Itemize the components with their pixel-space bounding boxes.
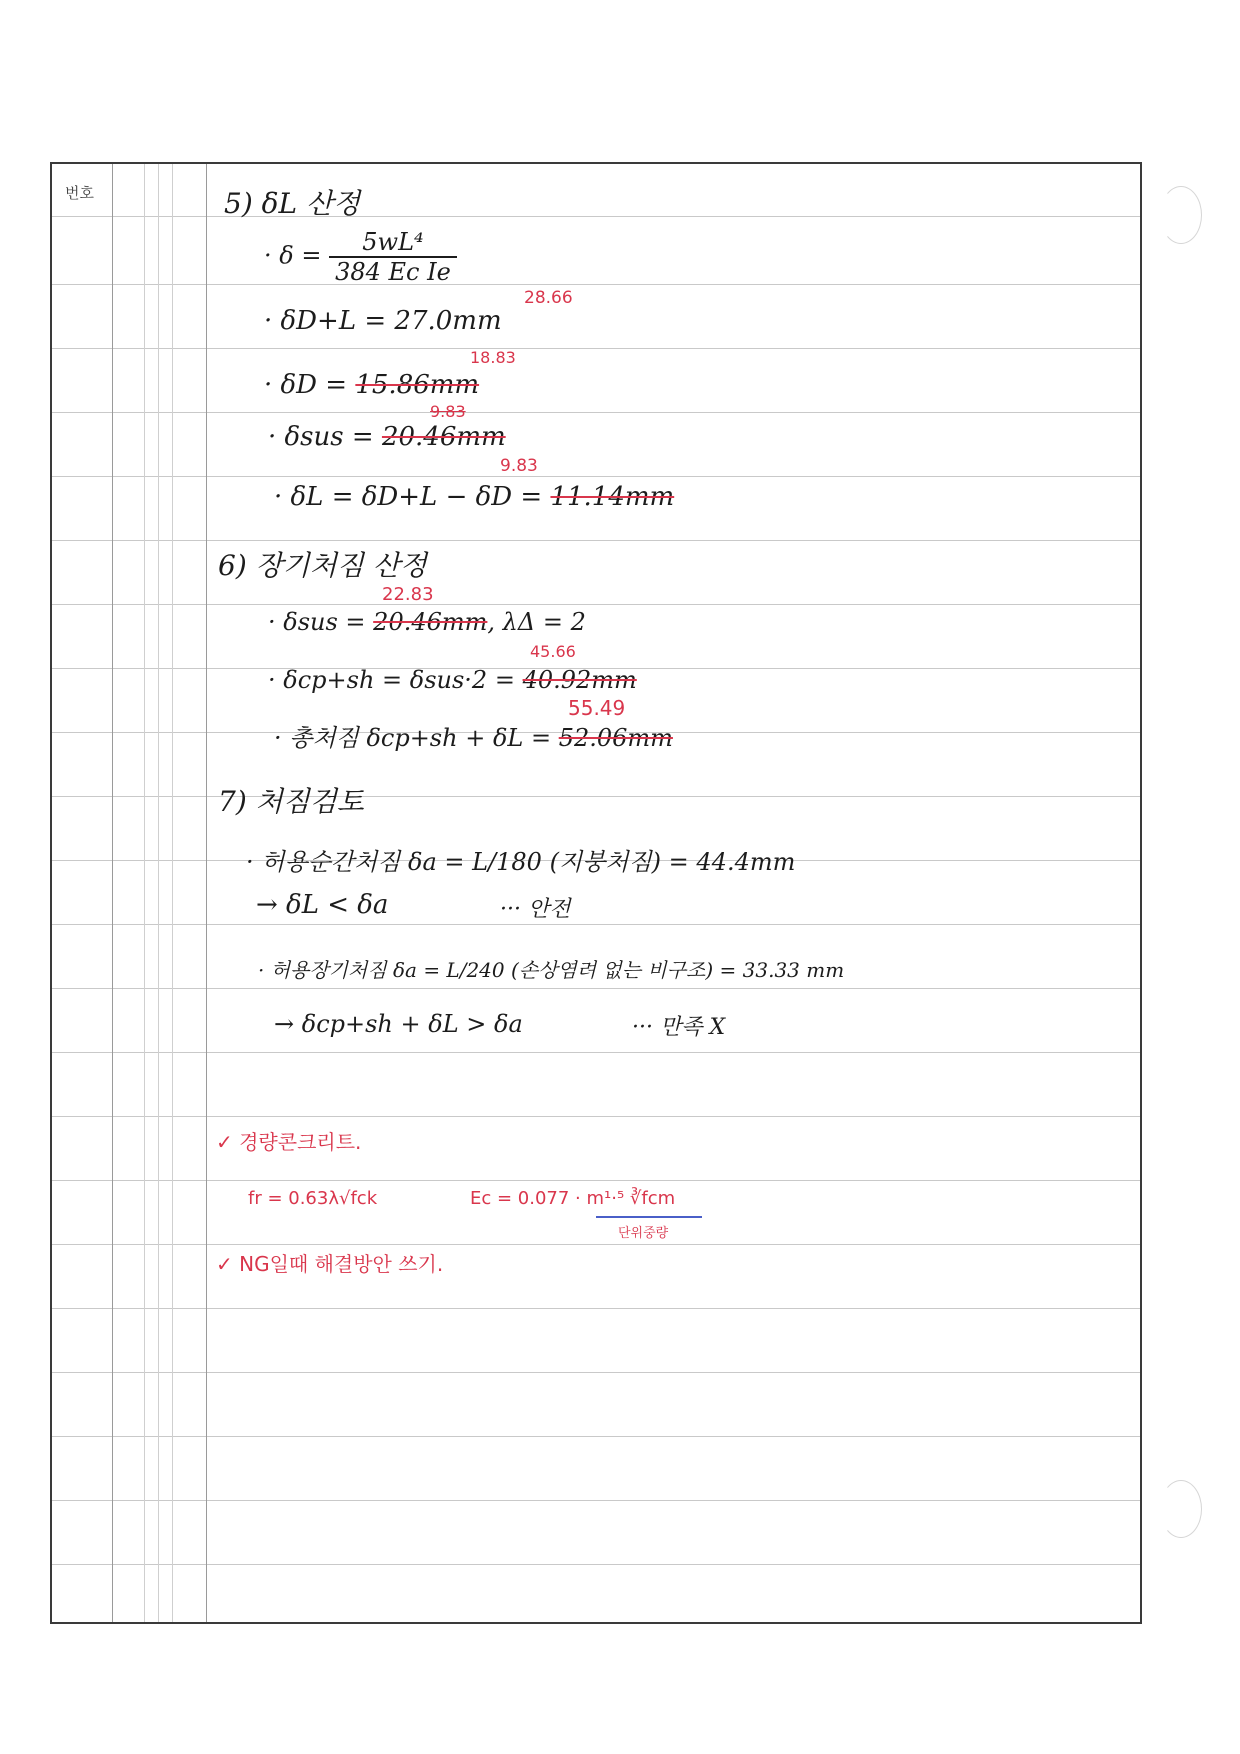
formula-lhs: · δ = (264, 241, 322, 270)
margin-line (158, 164, 159, 1622)
formula-numerator: 5wL⁴ (329, 228, 457, 258)
correction-delta-dl: 28.66 (524, 288, 573, 308)
margin-line (112, 164, 113, 1622)
margin-line (144, 164, 145, 1622)
result-instant: ··· 안전 (500, 897, 571, 922)
allowable-long: · 허용장기처짐 δa = L/240 (손상염려 없는 비구조) = 33.33 mm (258, 958, 845, 982)
margin-line (172, 164, 173, 1622)
ruled-sheet (50, 162, 1142, 1624)
ruled-line (52, 1308, 1140, 1309)
ruled-line (52, 476, 1140, 477)
correction-cp-sh: 45.66 (530, 642, 576, 661)
line-delta-dl-value: 27.0mm (394, 306, 502, 336)
compare-long: → δcp+sh + δL > δa (274, 1010, 523, 1038)
note-ng-solution: ✓ NG일때 해결방안 쓰기. (216, 1252, 444, 1276)
line-cp-sh (268, 666, 637, 694)
ruled-line (52, 1500, 1140, 1501)
ruled-line (52, 796, 1140, 797)
lambda-value: , λΔ = 2 (487, 608, 586, 636)
ruled-line (52, 1180, 1140, 1181)
line-sus-long-label: · δsus = (268, 608, 374, 636)
line-delta-sus (268, 422, 506, 452)
binder-hole (1160, 186, 1202, 244)
result-long: ··· 만족 X (632, 1015, 726, 1040)
number-label: 번호 (65, 184, 94, 202)
correction-total: 55.49 (568, 696, 626, 720)
ruled-line (52, 1372, 1140, 1373)
line-delta-d-value: 15.86mm (355, 370, 480, 400)
line-delta-dl-label: · δD+L = (264, 306, 395, 336)
ruled-line (52, 284, 1140, 285)
line-delta-sus-label: · δsus = (268, 422, 382, 452)
line-total-value: 52.06mm (558, 724, 673, 752)
correction-delta-sus: 9.83 (430, 402, 466, 421)
line-total-label: · 총처짐 δcp+sh + δL = (274, 724, 559, 752)
section7-title: 7) 처짐검토 (218, 785, 364, 818)
correction-delta-d: 18.83 (470, 348, 516, 367)
correction-delta-l: 9.83 (500, 456, 538, 476)
margin-line (206, 164, 207, 1622)
binder-hole (1160, 1480, 1202, 1538)
line-delta-sus-value: 20.46mm (381, 422, 506, 452)
allowable-instant: · 허용순간처짐 δa = L/180 (지붕처짐) = 44.4mm (246, 848, 796, 876)
ruled-line (52, 1052, 1140, 1053)
correction-sus-long: 22.83 (382, 584, 434, 605)
line-sus-long (268, 608, 586, 636)
ruled-line (52, 412, 1140, 413)
section5-title: 5) δL 산정 (224, 187, 361, 220)
ruled-line (52, 1436, 1140, 1437)
line-delta-dl (264, 306, 502, 336)
deflection-formula (264, 228, 457, 286)
ruled-line (52, 924, 1140, 925)
line-delta-l-value: 11.14mm (550, 482, 675, 512)
ruled-line (52, 988, 1140, 989)
note-lightweight-concrete: ✓ 경량콘크리트. (216, 1130, 362, 1154)
line-total (274, 718, 673, 753)
note-unit-weight: 단위중량 (618, 1226, 669, 1241)
ruled-line (52, 216, 1140, 217)
compare-instant: → δL < δa (256, 890, 389, 920)
line-cp-sh-label: · δcp+sh = δsus·2 = (268, 666, 523, 694)
line-cp-sh-value: 40.92mm (522, 666, 637, 694)
ruled-line (52, 540, 1140, 541)
formula-fraction (329, 228, 457, 286)
line-delta-l-label: · δL = δD+L − δD = (274, 482, 551, 512)
section6-title: 6) 장기처짐 산정 (218, 549, 427, 582)
ruled-line (52, 348, 1140, 349)
underline-mark (596, 1216, 702, 1218)
note-elastic-modulus: Ec = 0.077 · m¹·⁵ ∛fcm (470, 1188, 676, 1209)
ruled-line (52, 1244, 1140, 1245)
line-delta-l (274, 482, 674, 512)
ruled-line (52, 604, 1140, 605)
line-delta-d (264, 370, 479, 400)
note-modulus-of-rupture: fr = 0.63λ√fck (248, 1188, 378, 1209)
formula-denominator: 384 Ec Ie (335, 258, 451, 286)
ruled-line (52, 1564, 1140, 1565)
line-delta-d-label: · δD = (264, 370, 356, 400)
ruled-line (52, 1116, 1140, 1117)
line-sus-long-value: 20.46mm (373, 608, 488, 636)
